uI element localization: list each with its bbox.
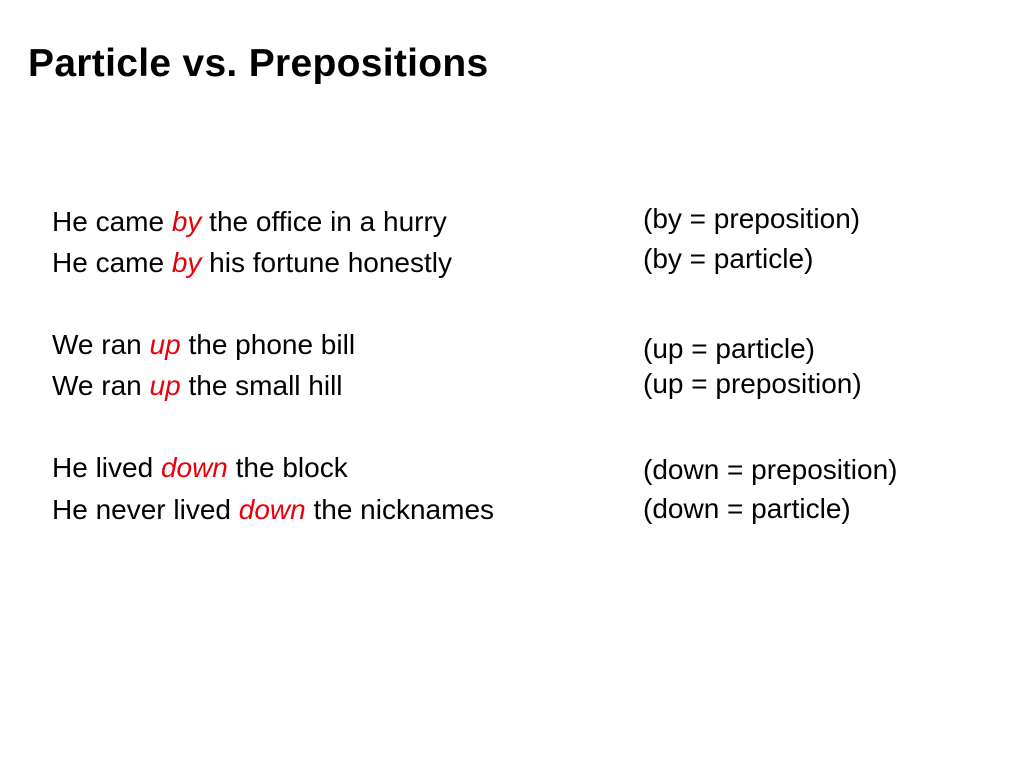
sentence-prefix: He came — [52, 247, 172, 278]
example-sentence — [52, 493, 494, 527]
example-note: (up = preposition) — [643, 368, 862, 399]
sentence-suffix: his fortune honestly — [201, 247, 452, 278]
highlighted-word: by — [171, 206, 202, 237]
example-note: (by = particle) — [643, 243, 814, 274]
sentence-suffix: the office in a hurry — [201, 206, 447, 237]
sentence-prefix: We ran — [52, 329, 150, 360]
slide-title: Particle vs. Prepositions — [28, 42, 489, 85]
sentence-suffix: the small hill — [180, 370, 343, 401]
example-note: (up = particle) — [643, 333, 815, 364]
highlighted-word: up — [149, 370, 181, 401]
sentence-prefix: He lived — [52, 452, 161, 483]
sentence-prefix: He came — [52, 206, 172, 237]
example-sentence — [52, 205, 447, 239]
example-sentence — [52, 451, 348, 485]
example-sentence — [52, 246, 452, 280]
highlighted-word: by — [171, 247, 202, 278]
sentence-suffix: the block — [227, 452, 348, 483]
example-note: (down = particle) — [643, 493, 851, 524]
sentence-prefix: We ran — [52, 370, 150, 401]
example-sentence — [52, 328, 355, 362]
sentence-suffix: the nicknames — [305, 494, 495, 525]
example-note: (by = preposition) — [643, 203, 861, 234]
sentence-prefix: He never lived — [52, 494, 239, 525]
highlighted-word: down — [238, 494, 306, 525]
sentence-suffix: the phone bill — [180, 329, 356, 360]
example-sentence — [52, 369, 343, 403]
example-note: (down = preposition) — [643, 454, 898, 485]
highlighted-word: down — [160, 452, 228, 483]
highlighted-word: up — [149, 329, 181, 360]
